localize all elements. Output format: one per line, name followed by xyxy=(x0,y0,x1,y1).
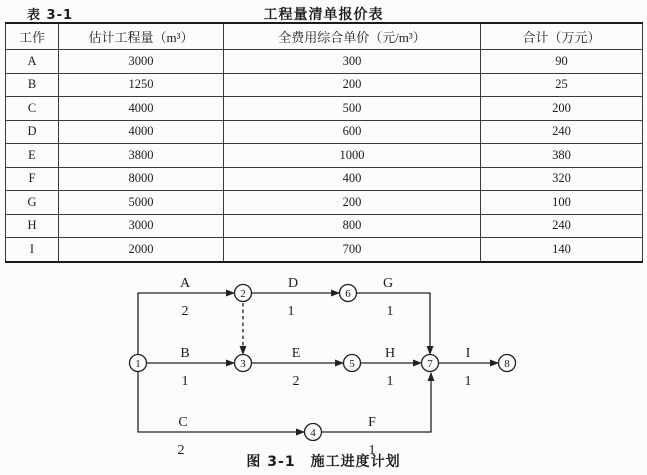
quantity-cell: 3800 xyxy=(59,144,224,168)
activity-label-C: C xyxy=(178,415,188,430)
quantity-cell: 5000 xyxy=(59,191,224,215)
table-body xyxy=(6,50,643,262)
total-cell: 200 xyxy=(481,97,643,121)
table-row-I xyxy=(6,238,643,262)
activity-label-E: E xyxy=(291,346,301,361)
total-cell: 100 xyxy=(481,191,643,215)
activity-label-H: H xyxy=(384,346,396,361)
work-cell: B xyxy=(6,73,59,97)
node-3 xyxy=(235,355,252,372)
total-cell: 240 xyxy=(481,120,643,144)
node-1 xyxy=(130,355,147,372)
node-number-2: 2 xyxy=(240,287,246,300)
total-cell: 25 xyxy=(481,73,643,97)
quantity-cell: 2000 xyxy=(59,238,224,262)
table-number-label: 表 3-1 xyxy=(27,8,74,23)
node-5 xyxy=(344,355,361,372)
table-header-row xyxy=(6,23,643,50)
work-cell: C xyxy=(6,97,59,121)
activity-label-G: G xyxy=(382,276,394,291)
node-6 xyxy=(340,285,357,302)
node-7 xyxy=(422,355,439,372)
duration-label-F: 1 xyxy=(368,443,376,455)
unit-price-cell: 1000 xyxy=(224,144,481,168)
work-cell: A xyxy=(6,50,59,74)
work-cell: E xyxy=(6,144,59,168)
table-row-F xyxy=(6,167,643,191)
edges-layer xyxy=(138,293,498,432)
table-row-G xyxy=(6,191,643,215)
edge-F xyxy=(322,373,431,432)
node-number-6: 6 xyxy=(345,287,351,300)
duration-label-D: 1 xyxy=(287,304,295,319)
table-title: 工程量清单报价表 xyxy=(263,7,384,23)
column-header-0: 工作 xyxy=(6,23,59,50)
quantity-cell: 4000 xyxy=(59,120,224,144)
node-number-1: 1 xyxy=(135,357,141,370)
duration-label-I: 1 xyxy=(464,374,472,389)
column-header-1: 估计工程量（m³） xyxy=(59,23,224,50)
unit-price-cell: 700 xyxy=(224,238,481,262)
figure-caption: 图 3-1 施工进度计划 xyxy=(246,454,401,470)
duration-label-C: 2 xyxy=(177,443,185,455)
table-row-C xyxy=(6,97,643,121)
table-row-A xyxy=(6,50,643,74)
total-cell: 240 xyxy=(481,214,643,238)
activity-label-F: F xyxy=(368,415,376,430)
unit-price-cell: 500 xyxy=(224,97,481,121)
activity-label-I: I xyxy=(465,346,471,361)
unit-price-cell: 600 xyxy=(224,120,481,144)
node-number-4: 4 xyxy=(310,426,316,439)
unit-price-cell: 300 xyxy=(224,50,481,74)
unit-price-cell: 200 xyxy=(224,191,481,215)
duration-label-A: 2 xyxy=(181,304,189,319)
column-header-3: 合计（万元） xyxy=(481,23,643,50)
node-4 xyxy=(305,424,322,441)
table-row-B xyxy=(6,73,643,97)
quantity-cell: 8000 xyxy=(59,167,224,191)
duration-label-H: 1 xyxy=(386,374,394,389)
node-number-7: 7 xyxy=(427,357,433,370)
quantity-cell: 3000 xyxy=(59,50,224,74)
duration-label-G: 1 xyxy=(386,304,394,319)
node-2 xyxy=(235,285,252,302)
unit-price-cell: 200 xyxy=(224,73,481,97)
quantity-cell: 3000 xyxy=(59,214,224,238)
duration-label-B: 1 xyxy=(181,374,189,389)
table-row-H xyxy=(6,214,643,238)
quantity-cell: 1250 xyxy=(59,73,224,97)
edge-C xyxy=(138,363,304,432)
duration-label-E: 2 xyxy=(292,374,300,389)
unit-price-cell: 400 xyxy=(224,167,481,191)
work-cell: G xyxy=(6,191,59,215)
total-cell: 90 xyxy=(481,50,643,74)
total-cell: 380 xyxy=(481,144,643,168)
network-diagram-svg xyxy=(0,270,647,455)
quantity-cell: 4000 xyxy=(59,97,224,121)
table-row-E xyxy=(6,144,643,168)
node-number-8: 8 xyxy=(504,357,510,370)
total-cell: 140 xyxy=(481,238,643,262)
node-number-3: 3 xyxy=(240,357,246,370)
network-diagram xyxy=(0,270,647,455)
node-number-5: 5 xyxy=(349,357,355,370)
work-cell: D xyxy=(6,120,59,144)
work-cell: F xyxy=(6,167,59,191)
work-cell: H xyxy=(6,214,59,238)
activity-label-B: B xyxy=(180,346,190,361)
edge-G xyxy=(357,293,430,354)
activity-label-D: D xyxy=(287,276,299,291)
work-cell: I xyxy=(6,238,59,262)
table-header-area xyxy=(0,3,647,23)
bill-of-quantities-table xyxy=(5,22,643,263)
column-header-2: 全费用综合单价（元/m³） xyxy=(224,23,481,50)
activity-label-A: A xyxy=(179,276,191,291)
table-row-D xyxy=(6,120,643,144)
total-cell: 320 xyxy=(481,167,643,191)
node-8 xyxy=(499,355,516,372)
unit-price-cell: 800 xyxy=(224,214,481,238)
